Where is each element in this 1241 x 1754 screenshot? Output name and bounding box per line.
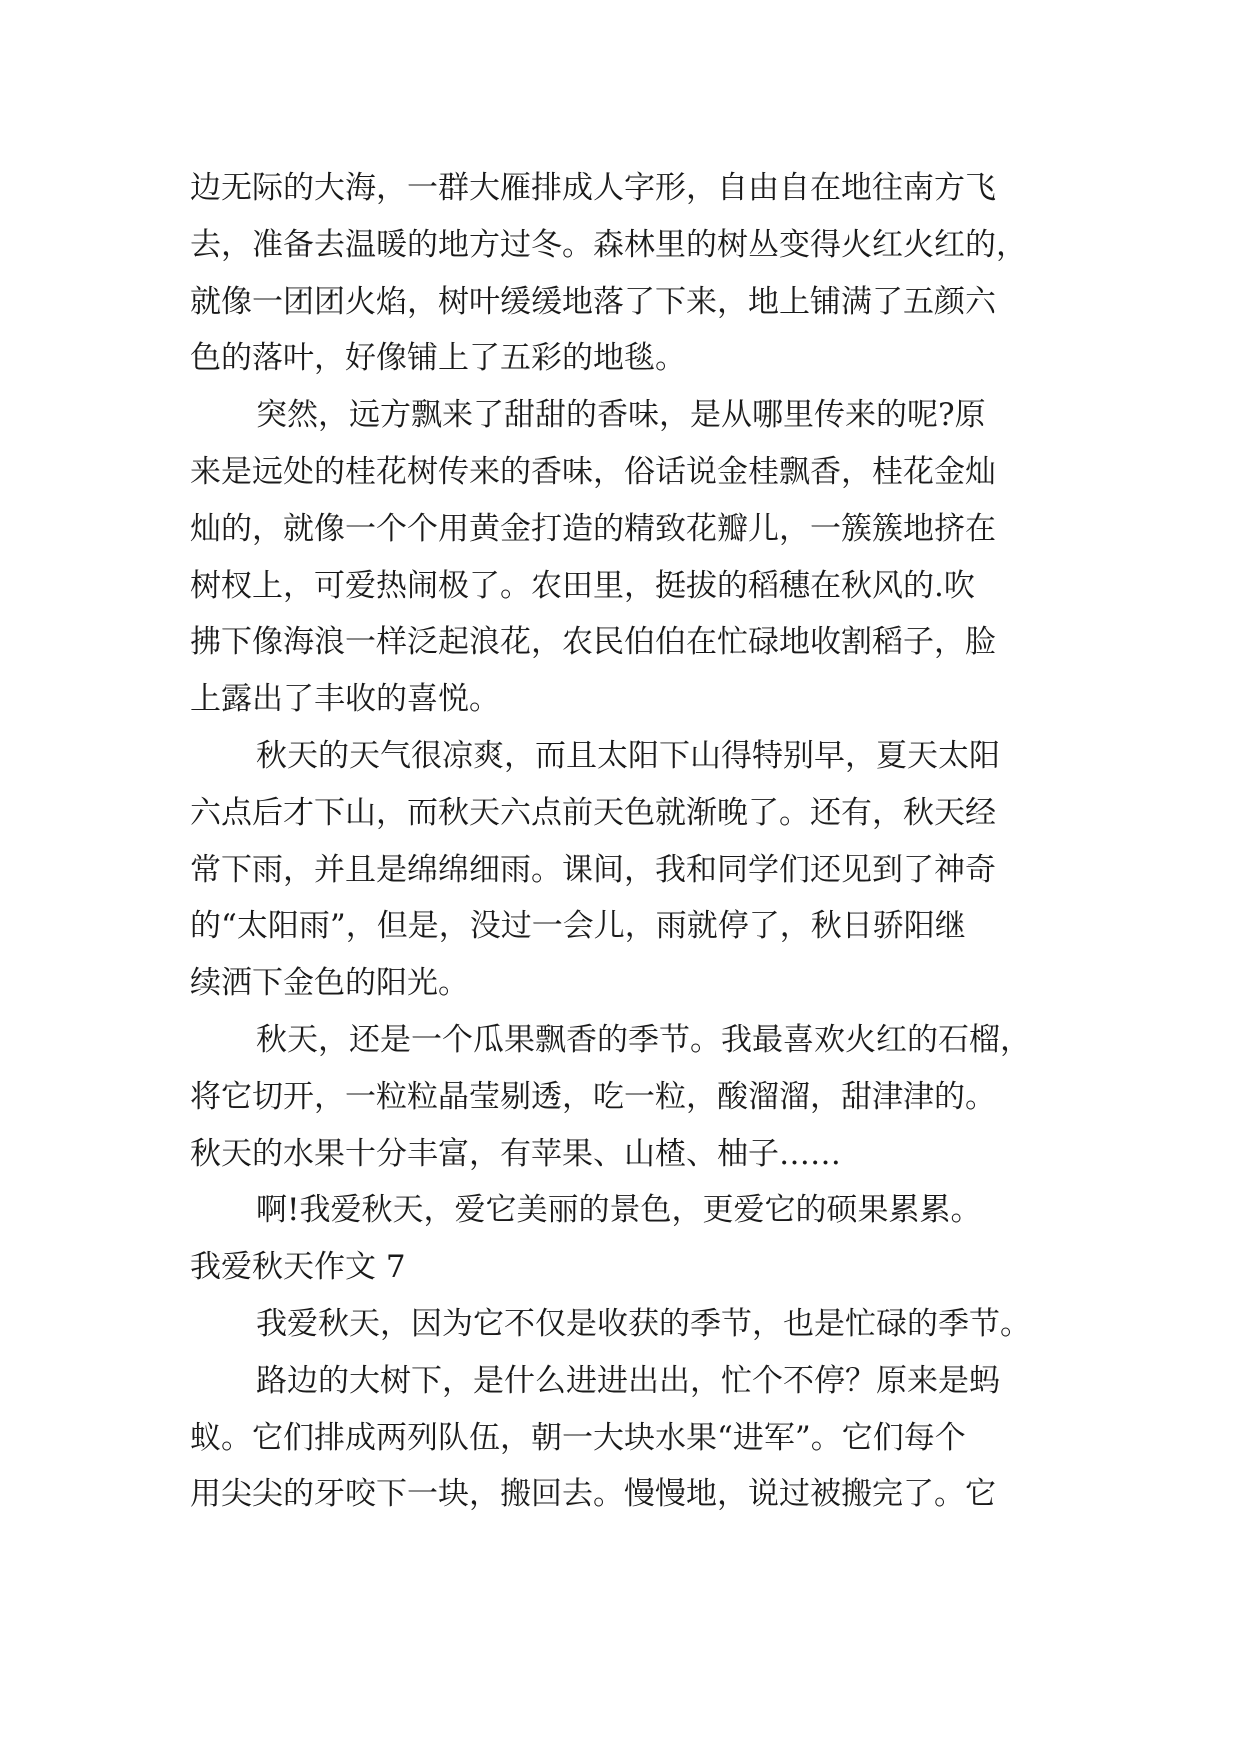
text-line: 的“太阳雨”，但是，没过一会儿，雨就停了，秋日骄阳继 [190,908,966,945]
text-line: 路边的大树下，是什么进进出出，忙个不停？原来是蚂 [256,1362,1000,1399]
text-line: 突然，远方飘来了甜甜的香味，是从哪里传来的呢?原 [256,397,986,434]
text-line: 就像一团团火焰，树叶缓缓地落了下来，地上铺满了五颜六 [190,283,996,320]
text-line: 六点后才下山，而秋天六点前天色就渐晚了。还有，秋天经 [190,794,996,831]
text-line: 灿的，就像一个个用黄金打造的精致花瓣儿，一簇簇地挤在 [190,510,996,547]
text-line: 上露出了丰收的喜悦。 [190,681,500,718]
text-line: 将它切开，一粒粒晶莹剔透，吃一粒，酸溜溜，甜津津的。 [190,1078,996,1115]
text-line: 树杈上，可爱热闹极了。农田里，挺拔的稻穗在秋风的.吹 [190,567,975,604]
text-line: 我爱秋天，因为它不仅是收获的季节，也是忙碌的季节。 [256,1305,1031,1342]
text-line: 秋天的水果十分丰富，有苹果、山楂、柚子…… [190,1135,841,1172]
text-line: 用尖尖的牙咬下一块，搬回去。慢慢地，说过被搬完了。它 [190,1476,996,1513]
text-line: 色的落叶，好像铺上了五彩的地毯。 [190,340,686,377]
text-line: 拂下像海浪一样泛起浪花，农民伯伯在忙碌地收割稻子，脸 [190,624,996,661]
document-body [190,160,1090,1523]
text-line: 蚁。它们排成两列队伍，朝一大块水果“进军”。它们每个 [190,1419,966,1456]
text-line: 常下雨，并且是绵绵细雨。课间，我和同学们还见到了神奇 [190,851,996,888]
section-heading: 我爱秋天作文 7 [190,1249,406,1286]
text-line: 边无际的大海，一群大雁排成人字形，自由自在地往南方飞 [190,170,996,206]
text-line: 来是远处的桂花树传来的香味，俗话说金桂飘香，桂花金灿 [190,453,996,490]
text-line: 续洒下金色的阳光。 [190,965,469,1002]
text-line: 啊!我爱秋天，爱它美丽的景色，更爱它的硕果累累。 [256,1192,982,1229]
text-line: 秋天，还是一个瓜果飘香的季节。我最喜欢火红的石榴， [256,1021,1031,1058]
text-line: 秋天的天气很凉爽，而且太阳下山得特别早，夏天太阳 [256,737,1000,774]
text-line: 去，准备去温暖的地方过冬。森林里的树丛变得火红火红的， [190,226,1027,263]
